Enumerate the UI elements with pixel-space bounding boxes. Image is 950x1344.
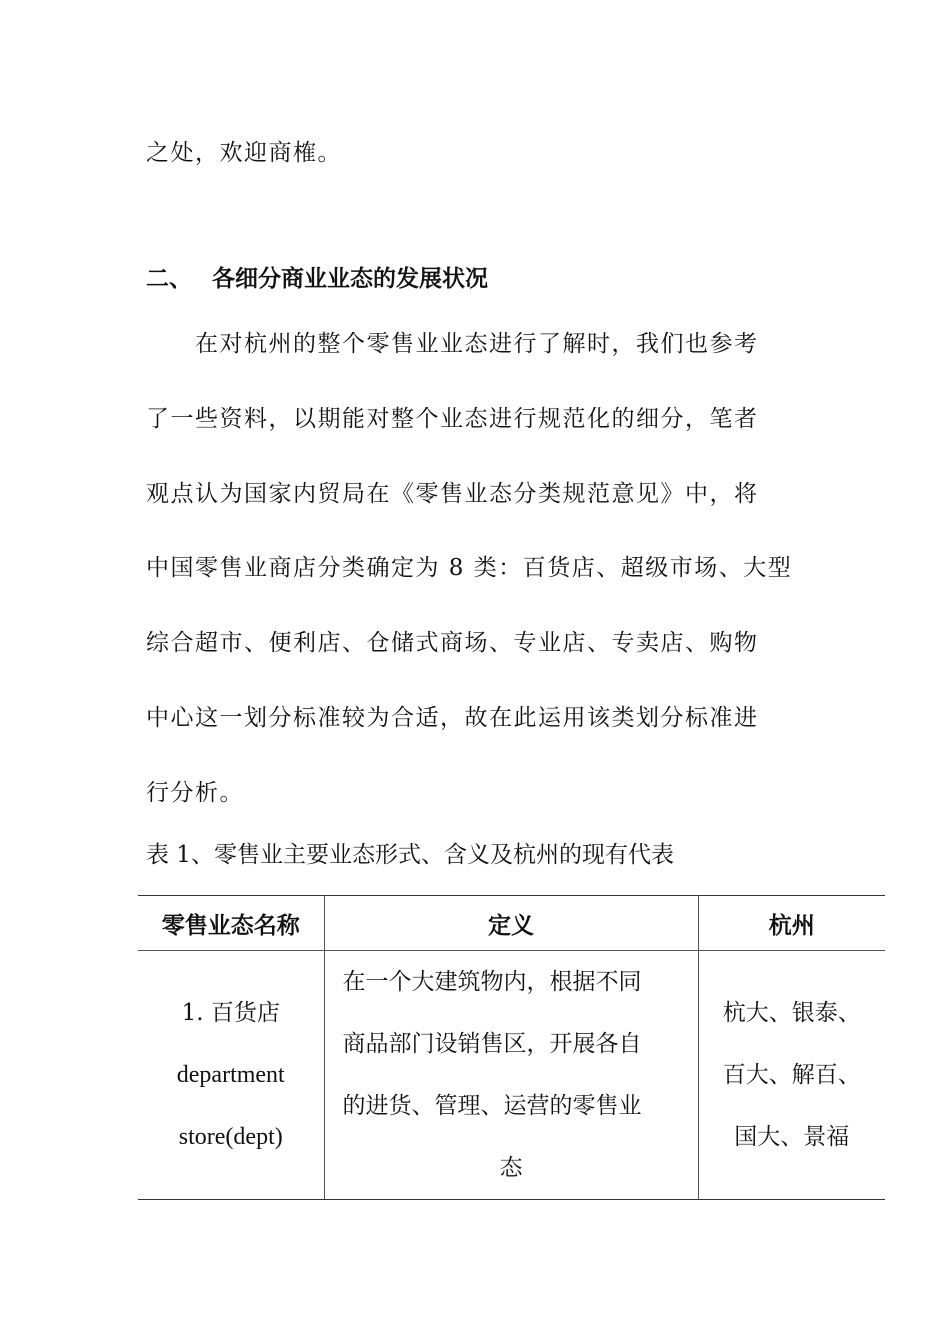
definition-line: 态 [499, 1155, 523, 1181]
format-name-line: 1. 百货店 [181, 1000, 280, 1026]
paragraph-line: 中国零售业商店分类确定为 8 类：百货店、超级市场、大型 [146, 555, 793, 581]
table-header-row [138, 896, 885, 951]
format-name-line: department [176, 1062, 285, 1088]
hangzhou-line: 百大、解百、 [722, 1062, 861, 1088]
intro-tail-line: 之处，欢迎商榷。 [146, 140, 342, 166]
format-name-cell [138, 951, 324, 1200]
paragraph-line: 行分析。 [146, 780, 244, 806]
paragraph-line: 观点认为国家内贸局在《零售业态分类规范意见》中，将 [146, 481, 759, 507]
format-name-line: store(dept) [178, 1124, 283, 1150]
definition-cell [324, 951, 698, 1200]
section-title: 各细分商业业态的发展状况 [212, 266, 488, 292]
hangzhou-line: 国大、景福 [734, 1124, 850, 1150]
paragraph-line: 中心这一划分标准较为合适，故在此运用该类划分标准进 [146, 705, 759, 731]
table-caption: 表 1、零售业主要业态形式、含义及杭州的现有代表 [146, 842, 674, 868]
section-number: 二、 [146, 266, 192, 292]
definition-line: 商品部门设销售区，开展各自 [342, 1031, 642, 1057]
paragraph-line: 在对杭州的整个零售业业态进行了解时，我们也参考 [146, 331, 759, 357]
definition-line: 在一个大建筑物内，根据不同 [342, 969, 642, 995]
paragraph-line: 综合超市、便利店、仓储式商场、专业店、专卖店、购物 [146, 630, 759, 656]
definition-line: 的进货、管理、运营的零售业 [342, 1093, 642, 1119]
hangzhou-cell [698, 951, 885, 1200]
header-definition: 定义 [324, 896, 698, 951]
header-format-name: 零售业态名称 [138, 896, 324, 951]
hangzhou-line: 杭大、银泰、 [722, 1000, 861, 1026]
paragraph-line: 了一些资料，以期能对整个业态进行规范化的细分，笔者 [146, 406, 759, 432]
retail-format-table [138, 895, 885, 1200]
table-row [138, 951, 885, 1200]
header-hangzhou: 杭州 [698, 896, 885, 951]
section-heading [146, 264, 488, 294]
